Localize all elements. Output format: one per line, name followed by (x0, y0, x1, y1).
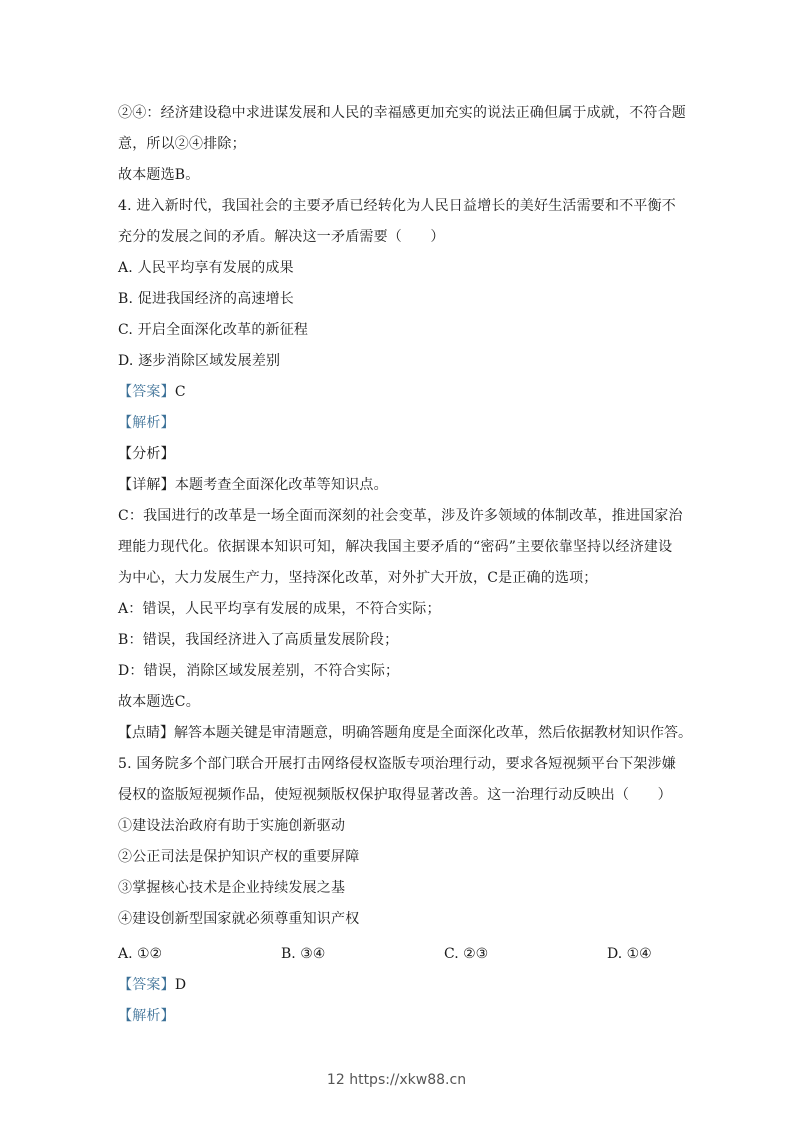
prev-analysis-line: 意，所以②④排除； (118, 136, 246, 152)
question-4-option-a: A. 人民平均享有发展的成果 (118, 260, 294, 276)
question-4-stem: 充分的发展之间的矛盾。解决这一矛盾需要（ ） (118, 229, 445, 245)
answer-value: C (174, 384, 186, 400)
dianjing-tag: 【点睛】 (118, 725, 174, 741)
question-5-option-a: A. ①② (118, 946, 163, 962)
question-5-option-b: B. ③④ (281, 946, 326, 962)
question-4-option-d: D. 逐步消除区域发展差别 (118, 353, 281, 369)
detail-tag: 【详解】 (118, 477, 175, 493)
question-4-dianjing (118, 724, 692, 742)
question-4-detail (118, 476, 688, 494)
explain-line: 理能力现代化。依据课本知识可知，解决我国主要矛盾的“密码”主要依靠坚持以经济建设 (118, 539, 673, 555)
question-5-statement: ①建设法治政府有助于实施创新驱动 (118, 818, 346, 834)
question-5-statement: ②公正司法是保护知识产权的重要屏障 (118, 849, 360, 865)
detail-text: 本题考查全面深化改革等知识点。 (174, 477, 388, 493)
dianjing-text: 解答本题关键是审清题意，明确答题角度是全面深化改革，然后依据教材知识作答。 (174, 725, 692, 741)
question-5-stem: 5. 国务院多个部门联合开展打击网络侵权盗版专项治理行动，要求各短视频平台下架涉嫌 (118, 756, 677, 772)
analysis-tag: 【解析】 (118, 1008, 175, 1024)
answer-value: D (174, 977, 187, 993)
question-4-fenxi-tag (118, 445, 688, 463)
question-4-option-b: B. 促进我国经济的高速增长 (118, 291, 294, 307)
question-4-answer (118, 383, 688, 401)
explain-line: 为中心，大力发展生产力，坚持深化改革，对外扩大开放，C是正确的选项； (118, 570, 598, 586)
question-5-option-c: C. ②③ (444, 946, 489, 962)
question-5-answer (118, 976, 688, 994)
explain-line: D：错误，消除区域发展差别，不符合实际； (118, 663, 400, 679)
question-5-statement: ③掌握核心技术是企业持续发展之基 (118, 880, 346, 896)
question-5-option-d: D. ①④ (607, 946, 652, 962)
footer-url: https://xkw88.cn (349, 1072, 467, 1088)
question-5-analysis-tag (118, 1007, 688, 1025)
explain-line: A：错误，人民平均享有发展的成果，不符合实际； (118, 601, 441, 617)
answer-tag: 【答案】 (118, 384, 175, 400)
question-4-analysis-tag (118, 414, 688, 432)
question-5-statement: ④建设创新型国家就必须尊重知识产权 (118, 911, 360, 927)
question-5-stem: 侵权的盗版短视频作品，使短视频版权保护取得显著改善。这一治理行动反映出（ ） (118, 787, 672, 803)
question-4-option-c: C. 开启全面深化改革的新征程 (118, 322, 309, 338)
page-number: 12 (326, 1072, 345, 1088)
explain-line: 故本题选C。 (118, 694, 200, 710)
explain-line: B：错误，我国经济进入了高质量发展阶段； (118, 632, 399, 648)
analysis-tag: 【解析】 (118, 415, 175, 431)
prev-analysis-line: ②④：经济建设稳中求进谋发展和人民的幸福感更加充实的说法正确但属于成就，不符合题 (118, 105, 686, 121)
page-footer (0, 1072, 793, 1088)
answer-tag: 【答案】 (118, 977, 175, 993)
question-4-stem: 4. 进入新时代，我国社会的主要矛盾已经转化为人民日益增长的美好生活需要和不平衡不 (118, 198, 677, 214)
explain-line: C：我国进行的改革是一场全面而深刻的社会变革，涉及许多领域的体制改革，推进国家治 (118, 508, 683, 524)
prev-conclusion: 故本题选B。 (118, 167, 200, 183)
fenxi-tag: 【分析】 (118, 446, 175, 462)
